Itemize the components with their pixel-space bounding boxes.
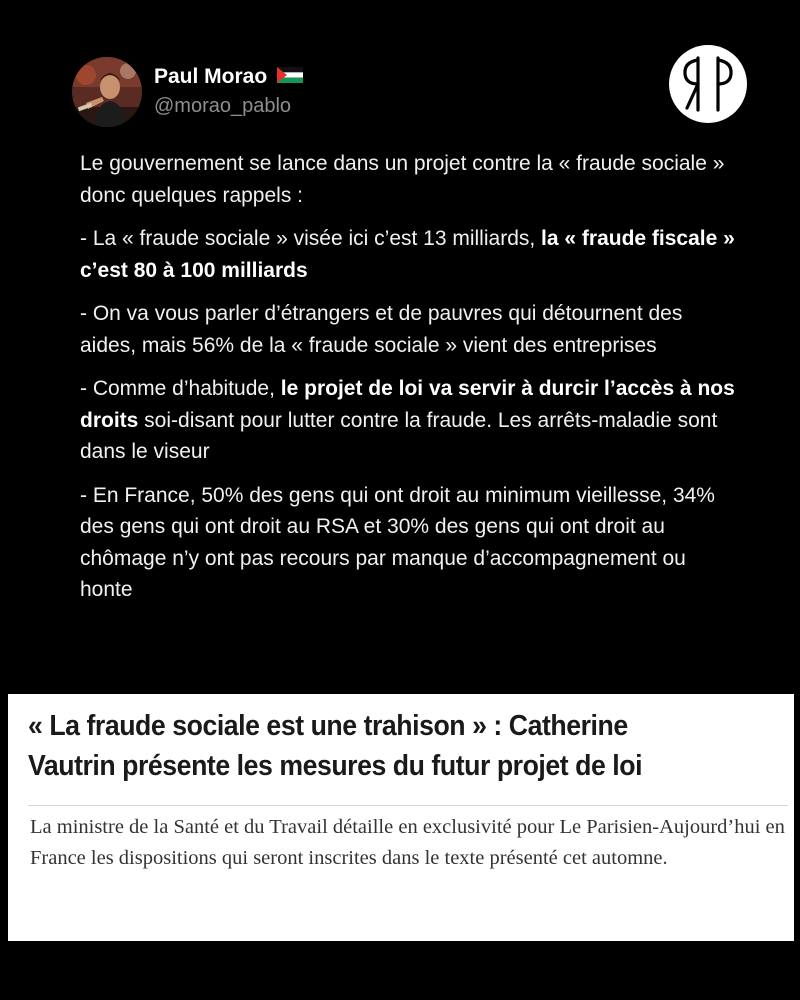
tweet-bold-text: le projet de loi va servir à durcir l’accès à nos droits xyxy=(80,377,735,432)
tweet-paragraph xyxy=(80,223,740,286)
avatar[interactable] xyxy=(72,57,142,127)
tweet-text-run: soi-disant pour lutter contre la fraude. Les arrêts-maladie sont dans le viseur xyxy=(80,408,718,463)
article-title-line-1: « La fraude sociale est une trahison » : Catherine xyxy=(28,710,628,742)
author-names xyxy=(154,64,303,120)
tweet-text xyxy=(80,148,740,618)
article-summary: La ministre de la Santé et du Travail détaille en exclusivité pour Le Parisien-Aujourd’hui en France les dispositions qui seront inscrites dans le texte présenté cet automne. xyxy=(30,816,785,869)
tweet-text-run: - En France, 50% des gens qui ont droit au minimum vieillesse, 34% des gens qui ont droit au RSA et 30% des gens qui ont droit au chômage n’y ont pas recours par manque d’accompagnement ou honte xyxy=(80,483,715,601)
tweet-bold-text: la « fraude fiscale » c’est 80 à 100 milliards xyxy=(80,227,735,282)
avatar-photo xyxy=(72,57,142,127)
palestine-flag-icon xyxy=(277,67,303,88)
author-handle[interactable]: @morao_pablo xyxy=(154,95,292,117)
author-display-name[interactable]: Paul Morao xyxy=(154,65,268,88)
article-card[interactable] xyxy=(8,694,794,941)
tweet-paragraph xyxy=(80,298,740,361)
tweet-paragraph xyxy=(80,373,740,468)
tweet-text-run: - Comme d’habitude, xyxy=(80,377,281,400)
tweet-text-run: Le gouvernement se lance dans un projet contre la « fraude sociale » donc quelques rappels : xyxy=(80,152,725,207)
article-title-line-2: Vautrin présente les mesures du futur projet de loi xyxy=(28,750,643,782)
tweet-paragraph xyxy=(80,480,740,606)
article-title[interactable] xyxy=(28,706,727,786)
tweet-paragraph xyxy=(80,148,740,211)
rp-logo-icon xyxy=(668,44,748,124)
tweet-text-run: - On va vous parler d’étrangers et de pauvres qui détournent des aides, mais 56% de la « fraude sociale » vient des entreprises xyxy=(80,302,683,357)
tweet-text-run: - La « fraude sociale » visée ici c’est 13 milliards, xyxy=(80,227,542,250)
article-divider xyxy=(28,805,788,806)
tweet-header xyxy=(72,56,303,128)
